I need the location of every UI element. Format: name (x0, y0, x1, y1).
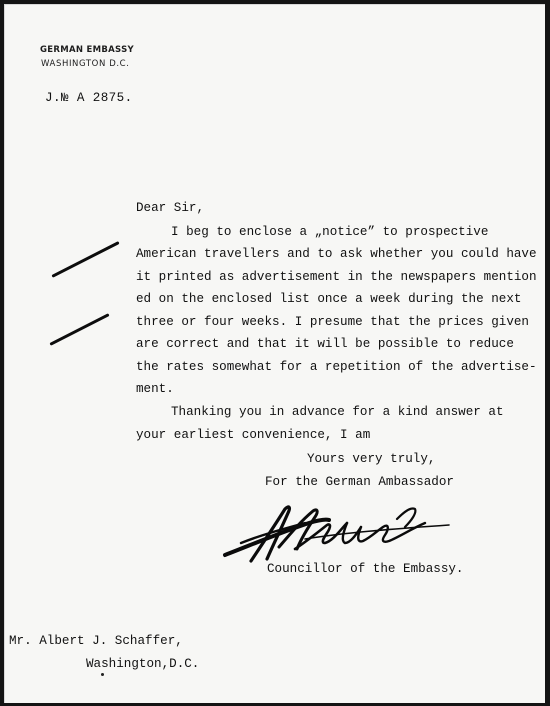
letterhead-city: WASHINGTON D.C. (41, 59, 130, 69)
body-line: three or four weeks. I presume that the prices given (136, 315, 529, 329)
body-line: I beg to enclose a „notice” to prospective (171, 225, 489, 239)
signatory-title: Councillor of the Embassy. (267, 562, 464, 576)
body-line: ment. (136, 382, 174, 396)
letter-page (4, 4, 545, 703)
body-line: your earliest convenience, I am (136, 428, 371, 442)
body-line: it printed as advertisement in the newspapers mention (136, 270, 537, 284)
on-behalf-line: For the German Ambassador (265, 475, 454, 489)
body-line: are correct and that it will be possible to reduce (136, 337, 514, 351)
addressee-name: Mr. Albert J. Schaffer, (9, 634, 183, 648)
addressee-city: Washington,D.C. (86, 657, 200, 671)
margin-mark (51, 241, 119, 277)
ink-dot (101, 673, 104, 676)
letterhead-embassy: GERMAN EMBASSY (40, 45, 134, 55)
margin-mark (49, 313, 109, 345)
letterhead (40, 43, 134, 71)
body-line: Thanking you in advance for a kind answer at (171, 405, 504, 419)
body-line: the rates somewhat for a repetition of the advertise- (136, 360, 537, 374)
body-line: ed on the enclosed list once a week during the next (136, 292, 522, 306)
body-line: American travellers and to ask whether you could have (136, 247, 537, 261)
valediction: Yours very truly, (307, 452, 436, 466)
reference-number: J.№ A 2875. (45, 91, 133, 105)
salutation: Dear Sir, (136, 201, 205, 215)
signature (221, 503, 461, 568)
